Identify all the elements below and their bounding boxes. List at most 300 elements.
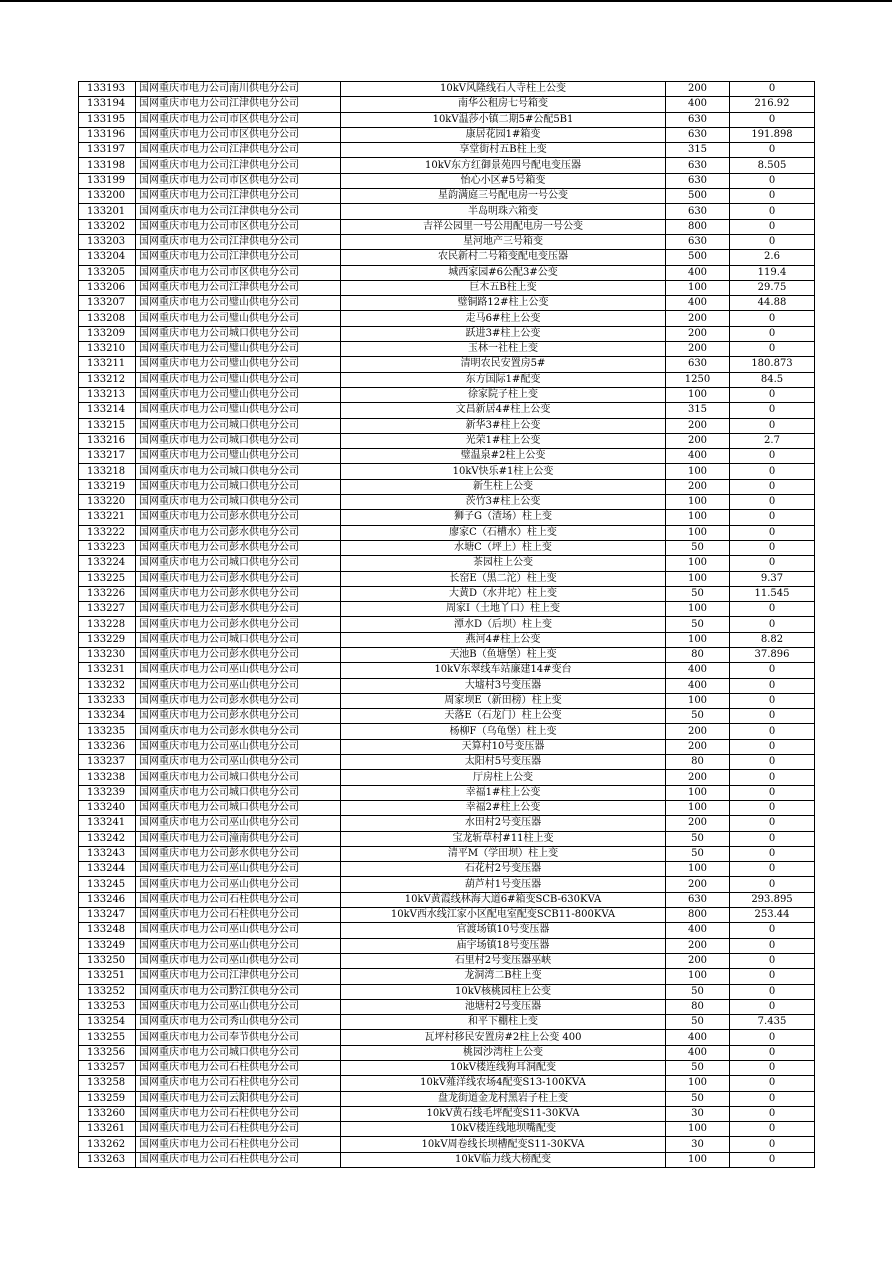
cell-capacity: 630 [666, 112, 730, 127]
cell-transformer-name: 东方国际1#配变 [341, 372, 666, 387]
cell-capacity: 200 [666, 479, 730, 494]
table-row [79, 602, 815, 617]
cell-company: 国网重庆市电力公司璧山供电分公司 [136, 357, 341, 372]
cell-transformer-name: 杨柳F（乌龟堡）柱上变 [341, 724, 666, 739]
cell-company: 国网重庆市电力公司城口供电分公司 [136, 433, 341, 448]
table-row [79, 647, 815, 662]
cell-transformer-name: 10kV东翠线车站廉建14#变台 [341, 663, 666, 678]
cell-company: 国网重庆市电力公司璧山供电分公司 [136, 372, 341, 387]
transformer-table [78, 81, 815, 1168]
table-row [79, 739, 815, 754]
cell-value: 0 [730, 540, 815, 555]
table-row [79, 540, 815, 555]
cell-company: 国网重庆市电力公司秀山供电分公司 [136, 1015, 341, 1030]
cell-id: 133235 [79, 724, 136, 739]
cell-company: 国网重庆市电力公司城口供电分公司 [136, 479, 341, 494]
cell-value: 29.75 [730, 280, 815, 295]
cell-value: 0 [730, 479, 815, 494]
cell-transformer-name: 10kV核桃园柱上公变 [341, 984, 666, 999]
cell-company: 国网重庆市电力公司彭水供电分公司 [136, 602, 341, 617]
table-row [79, 984, 815, 999]
cell-id: 133218 [79, 464, 136, 479]
cell-transformer-name: 10kV西水线江家小区配电室配变SCB11-800KVA [341, 908, 666, 923]
table-row [79, 372, 815, 387]
cell-transformer-name: 文昌新居4#柱上公变 [341, 403, 666, 418]
cell-transformer-name: 10kV快乐#1柱上公变 [341, 464, 666, 479]
cell-company: 国网重庆市电力公司巫山供电分公司 [136, 938, 341, 953]
cell-id: 133248 [79, 923, 136, 938]
cell-company: 国网重庆市电力公司璧山供电分公司 [136, 342, 341, 357]
cell-transformer-name: 农民新村二号箱变配电变压器 [341, 250, 666, 265]
cell-value: 0 [730, 342, 815, 357]
cell-transformer-name: 10kV临力线大榜配变 [341, 1152, 666, 1167]
cell-value: 0 [730, 693, 815, 708]
cell-transformer-name: 10kV黄霞线林海大道6#箱变SCB-630KVA [341, 892, 666, 907]
table-row [79, 632, 815, 647]
cell-transformer-name: 新华3#柱上公变 [341, 418, 666, 433]
table-row [79, 326, 815, 341]
table-row [79, 127, 815, 142]
table-row [79, 1015, 815, 1030]
cell-id: 133250 [79, 953, 136, 968]
table-row [79, 693, 815, 708]
cell-transformer-name: 怡心小区#5号箱变 [341, 173, 666, 188]
cell-value: 0 [730, 1091, 815, 1106]
cell-id: 133193 [79, 82, 136, 97]
cell-company: 国网重庆市电力公司彭水供电分公司 [136, 540, 341, 555]
cell-capacity: 100 [666, 280, 730, 295]
cell-transformer-name: 厅房柱上公变 [341, 770, 666, 785]
cell-id: 133238 [79, 770, 136, 785]
cell-company: 国网重庆市电力公司石柱供电分公司 [136, 1106, 341, 1121]
cell-company: 国网重庆市电力公司璧山供电分公司 [136, 296, 341, 311]
cell-value: 0 [730, 770, 815, 785]
cell-id: 133245 [79, 877, 136, 892]
cell-company: 国网重庆市电力公司彭水供电分公司 [136, 586, 341, 601]
table-row [79, 908, 815, 923]
table-row [79, 525, 815, 540]
cell-transformer-name: 10kV黄石线毛坪配变S11-30KVA [341, 1106, 666, 1121]
cell-transformer-name: 10kV风隆线石人寺柱上公变 [341, 82, 666, 97]
cell-id: 133251 [79, 969, 136, 984]
cell-id: 133223 [79, 540, 136, 555]
cell-id: 133224 [79, 556, 136, 571]
cell-value: 0 [730, 1030, 815, 1045]
cell-transformer-name: 幸福2#柱上公变 [341, 800, 666, 815]
cell-transformer-name: 璧温泉#2柱上公变 [341, 449, 666, 464]
cell-company: 国网重庆市电力公司巫山供电分公司 [136, 739, 341, 754]
cell-value: 0 [730, 831, 815, 846]
table-row [79, 571, 815, 586]
table-row [79, 387, 815, 402]
table-row [79, 1076, 815, 1091]
cell-value: 0 [730, 403, 815, 418]
cell-value: 0 [730, 204, 815, 219]
cell-id: 133262 [79, 1137, 136, 1152]
cell-capacity: 100 [666, 464, 730, 479]
table-row [79, 234, 815, 249]
cell-capacity: 630 [666, 357, 730, 372]
table-row [79, 449, 815, 464]
cell-transformer-name: 天落E（石龙门）柱上公变 [341, 709, 666, 724]
cell-value: 0 [730, 800, 815, 815]
cell-id: 133255 [79, 1030, 136, 1045]
cell-id: 133216 [79, 433, 136, 448]
cell-capacity: 630 [666, 127, 730, 142]
cell-capacity: 100 [666, 510, 730, 525]
cell-value: 0 [730, 938, 815, 953]
cell-value: 293.895 [730, 892, 815, 907]
cell-id: 133214 [79, 403, 136, 418]
cell-id: 133206 [79, 280, 136, 295]
cell-transformer-name: 长窑E（黑二沱）柱上变 [341, 571, 666, 586]
cell-capacity: 630 [666, 892, 730, 907]
cell-capacity: 100 [666, 556, 730, 571]
cell-capacity: 30 [666, 1106, 730, 1121]
cell-transformer-name: 康居花园1#箱变 [341, 127, 666, 142]
cell-transformer-name: 宝龙斩草村#11柱上变 [341, 831, 666, 846]
cell-capacity: 50 [666, 1091, 730, 1106]
table-row [79, 418, 815, 433]
cell-value: 0 [730, 418, 815, 433]
cell-capacity: 50 [666, 846, 730, 861]
cell-company: 国网重庆市电力公司江津供电分公司 [136, 250, 341, 265]
table-row [79, 877, 815, 892]
cell-capacity: 400 [666, 663, 730, 678]
cell-capacity: 50 [666, 709, 730, 724]
cell-id: 133215 [79, 418, 136, 433]
cell-capacity: 400 [666, 449, 730, 464]
cell-company: 国网重庆市电力公司江津供电分公司 [136, 234, 341, 249]
cell-transformer-name: 璧铜路12#柱上公变 [341, 296, 666, 311]
cell-company: 国网重庆市电力公司黔江供电分公司 [136, 984, 341, 999]
cell-capacity: 100 [666, 969, 730, 984]
cell-id: 133208 [79, 311, 136, 326]
table-row [79, 617, 815, 632]
table-row [79, 999, 815, 1014]
cell-transformer-name: 池塘村2号变压器 [341, 999, 666, 1014]
cell-company: 国网重庆市电力公司城口供电分公司 [136, 464, 341, 479]
cell-company: 国网重庆市电力公司巫山供电分公司 [136, 999, 341, 1014]
cell-company: 国网重庆市电力公司璧山供电分公司 [136, 403, 341, 418]
cell-id: 133229 [79, 632, 136, 647]
cell-value: 0 [730, 923, 815, 938]
cell-capacity: 200 [666, 724, 730, 739]
cell-value: 0 [730, 1076, 815, 1091]
cell-transformer-name: 燕河4#柱上公变 [341, 632, 666, 647]
cell-capacity: 400 [666, 1045, 730, 1060]
cell-transformer-name: 10kV楼连线狗耳洞配变 [341, 1061, 666, 1076]
cell-id: 133199 [79, 173, 136, 188]
cell-company: 国网重庆市电力公司石柱供电分公司 [136, 1122, 341, 1137]
cell-id: 133213 [79, 387, 136, 402]
table-row [79, 953, 815, 968]
cell-capacity: 400 [666, 923, 730, 938]
cell-company: 国网重庆市电力公司巫山供电分公司 [136, 663, 341, 678]
cell-transformer-name: 城西家园#6公配3#公变 [341, 265, 666, 280]
cell-transformer-name: 水田村2号变压器 [341, 816, 666, 831]
cell-value: 0 [730, 1106, 815, 1121]
cell-transformer-name: 幸福1#柱上公变 [341, 785, 666, 800]
cell-id: 133228 [79, 617, 136, 632]
cell-id: 133234 [79, 709, 136, 724]
cell-value: 0 [730, 112, 815, 127]
cell-id: 133220 [79, 495, 136, 510]
cell-company: 国网重庆市电力公司江津供电分公司 [136, 969, 341, 984]
cell-id: 133201 [79, 204, 136, 219]
cell-id: 133203 [79, 234, 136, 249]
table-row [79, 403, 815, 418]
cell-company: 国网重庆市电力公司市区供电分公司 [136, 219, 341, 234]
cell-capacity: 315 [666, 403, 730, 418]
table-row [79, 479, 815, 494]
cell-id: 133258 [79, 1076, 136, 1091]
table-row [79, 724, 815, 739]
table-row [79, 265, 815, 280]
cell-transformer-name: 10kV楼连线地坝嘴配变 [341, 1122, 666, 1137]
cell-company: 国网重庆市电力公司石柱供电分公司 [136, 908, 341, 923]
cell-id: 133239 [79, 785, 136, 800]
table-row [79, 342, 815, 357]
cell-capacity: 1250 [666, 372, 730, 387]
cell-transformer-name: 10kV周卷线长坝槽配变S11-30KVA [341, 1137, 666, 1152]
cell-value: 0 [730, 1061, 815, 1076]
cell-transformer-name: 廖家C（石槽水）柱上变 [341, 525, 666, 540]
cell-value: 0 [730, 709, 815, 724]
cell-transformer-name: 吉祥公园里一号公用配电房一号公变 [341, 219, 666, 234]
cell-value: 0 [730, 739, 815, 754]
cell-transformer-name: 光荣1#柱上公变 [341, 433, 666, 448]
cell-capacity: 200 [666, 938, 730, 953]
cell-id: 133236 [79, 739, 136, 754]
cell-capacity: 200 [666, 770, 730, 785]
cell-company: 国网重庆市电力公司城口供电分公司 [136, 800, 341, 815]
cell-capacity: 200 [666, 418, 730, 433]
cell-capacity: 50 [666, 540, 730, 555]
cell-value: 8.505 [730, 158, 815, 173]
cell-transformer-name: 茨竹3#柱上公变 [341, 495, 666, 510]
cell-capacity: 200 [666, 311, 730, 326]
cell-capacity: 800 [666, 908, 730, 923]
cell-value: 0 [730, 510, 815, 525]
cell-id: 133241 [79, 816, 136, 831]
table-row [79, 97, 815, 112]
cell-value: 0 [730, 525, 815, 540]
cell-company: 国网重庆市电力公司彭水供电分公司 [136, 571, 341, 586]
cell-value: 119.4 [730, 265, 815, 280]
cell-transformer-name: 享堂街村五B柱上变 [341, 143, 666, 158]
cell-transformer-name: 官渡场镇10号变压器 [341, 923, 666, 938]
cell-id: 133222 [79, 525, 136, 540]
cell-value: 0 [730, 234, 815, 249]
cell-transformer-name: 徐家院子柱上变 [341, 387, 666, 402]
cell-id: 133197 [79, 143, 136, 158]
table-row [79, 189, 815, 204]
cell-id: 133252 [79, 984, 136, 999]
cell-capacity: 200 [666, 953, 730, 968]
cell-company: 国网重庆市电力公司江津供电分公司 [136, 143, 341, 158]
cell-capacity: 500 [666, 250, 730, 265]
cell-transformer-name: 天池B（鱼塘堡）柱上变 [341, 647, 666, 662]
cell-id: 133254 [79, 1015, 136, 1030]
cell-id: 133226 [79, 586, 136, 601]
cell-value: 0 [730, 862, 815, 877]
cell-company: 国网重庆市电力公司彭水供电分公司 [136, 846, 341, 861]
cell-id: 133219 [79, 479, 136, 494]
cell-transformer-name: 星韵满庭三号配电房一号公变 [341, 189, 666, 204]
cell-transformer-name: 水塘C（坪上）柱上变 [341, 540, 666, 555]
cell-id: 133249 [79, 938, 136, 953]
cell-company: 国网重庆市电力公司市区供电分公司 [136, 127, 341, 142]
cell-value: 0 [730, 1137, 815, 1152]
cell-value: 0 [730, 663, 815, 678]
cell-company: 国网重庆市电力公司城口供电分公司 [136, 418, 341, 433]
cell-value: 0 [730, 724, 815, 739]
cell-transformer-name: 10kV东方红御景苑四号配电变压器 [341, 158, 666, 173]
cell-id: 133205 [79, 265, 136, 280]
cell-capacity: 200 [666, 82, 730, 97]
cell-id: 133198 [79, 158, 136, 173]
cell-capacity: 100 [666, 632, 730, 647]
cell-id: 133257 [79, 1061, 136, 1076]
cell-company: 国网重庆市电力公司石柱供电分公司 [136, 892, 341, 907]
cell-company: 国网重庆市电力公司奉节供电分公司 [136, 1030, 341, 1045]
cell-capacity: 30 [666, 1137, 730, 1152]
cell-value: 0 [730, 189, 815, 204]
table-row [79, 112, 815, 127]
cell-capacity: 100 [666, 785, 730, 800]
cell-id: 133195 [79, 112, 136, 127]
cell-value: 0 [730, 969, 815, 984]
cell-value: 0 [730, 785, 815, 800]
cell-company: 国网重庆市电力公司城口供电分公司 [136, 785, 341, 800]
cell-transformer-name: 大黄D（水井坨）柱上变 [341, 586, 666, 601]
table-row [79, 785, 815, 800]
table-row [79, 892, 815, 907]
cell-id: 133240 [79, 800, 136, 815]
cell-company: 国网重庆市电力公司彭水供电分公司 [136, 724, 341, 739]
table-row [79, 831, 815, 846]
cell-id: 133202 [79, 219, 136, 234]
table-row [79, 204, 815, 219]
table-row [79, 82, 815, 97]
cell-capacity: 50 [666, 586, 730, 601]
cell-capacity: 100 [666, 387, 730, 402]
cell-id: 133253 [79, 999, 136, 1014]
cell-capacity: 80 [666, 647, 730, 662]
table-row [79, 770, 815, 785]
cell-capacity: 80 [666, 999, 730, 1014]
cell-capacity: 100 [666, 571, 730, 586]
cell-value: 84.5 [730, 372, 815, 387]
cell-capacity: 50 [666, 984, 730, 999]
table-row [79, 678, 815, 693]
table-row [79, 663, 815, 678]
cell-id: 133227 [79, 602, 136, 617]
cell-value: 0 [730, 173, 815, 188]
cell-transformer-name: 葫芦村1号变压器 [341, 877, 666, 892]
cell-capacity: 400 [666, 1030, 730, 1045]
table-row [79, 143, 815, 158]
cell-capacity: 800 [666, 219, 730, 234]
cell-company: 国网重庆市电力公司市区供电分公司 [136, 173, 341, 188]
cell-capacity: 400 [666, 97, 730, 112]
cell-transformer-name: 10kV薤洋线农场4配变S13-100KVA [341, 1076, 666, 1091]
cell-company: 国网重庆市电力公司彭水供电分公司 [136, 693, 341, 708]
table-row [79, 800, 815, 815]
cell-transformer-name: 和平下棚柱上变 [341, 1015, 666, 1030]
cell-transformer-name: 清明农民安置房5# [341, 357, 666, 372]
cell-company: 国网重庆市电力公司石柱供电分公司 [136, 1137, 341, 1152]
cell-id: 133256 [79, 1045, 136, 1060]
cell-capacity: 400 [666, 678, 730, 693]
table-row [79, 816, 815, 831]
cell-value: 0 [730, 311, 815, 326]
cell-capacity: 50 [666, 831, 730, 846]
cell-transformer-name: 石里村2号变压器巫峡 [341, 953, 666, 968]
cell-id: 133225 [79, 571, 136, 586]
cell-transformer-name: 新生柱上公变 [341, 479, 666, 494]
cell-capacity: 400 [666, 296, 730, 311]
cell-company: 国网重庆市电力公司潼南供电分公司 [136, 831, 341, 846]
cell-value: 191.898 [730, 127, 815, 142]
cell-value: 0 [730, 387, 815, 402]
cell-value: 37.896 [730, 647, 815, 662]
cell-id: 133196 [79, 127, 136, 142]
cell-company: 国网重庆市电力公司巫山供电分公司 [136, 953, 341, 968]
cell-transformer-name: 南华公租房七号箱变 [341, 97, 666, 112]
cell-transformer-name: 盘龙街道金龙村黑岩子柱上变 [341, 1091, 666, 1106]
cell-transformer-name: 狮子G（渣场）柱上变 [341, 510, 666, 525]
cell-capacity: 315 [666, 143, 730, 158]
cell-value: 0 [730, 495, 815, 510]
cell-transformer-name: 星河地产三号箱变 [341, 234, 666, 249]
cell-capacity: 200 [666, 816, 730, 831]
cell-company: 国网重庆市电力公司彭水供电分公司 [136, 525, 341, 540]
cell-capacity: 200 [666, 433, 730, 448]
cell-value: 180.873 [730, 357, 815, 372]
cell-id: 133237 [79, 755, 136, 770]
table-row [79, 173, 815, 188]
cell-id: 133263 [79, 1152, 136, 1167]
table-row [79, 311, 815, 326]
cell-value: 0 [730, 953, 815, 968]
cell-company: 国网重庆市电力公司璧山供电分公司 [136, 311, 341, 326]
table-row [79, 1030, 815, 1045]
cell-id: 133221 [79, 510, 136, 525]
table-row [79, 556, 815, 571]
cell-company: 国网重庆市电力公司石柱供电分公司 [136, 1152, 341, 1167]
cell-capacity: 100 [666, 800, 730, 815]
table-row [79, 433, 815, 448]
cell-company: 国网重庆市电力公司江津供电分公司 [136, 97, 341, 112]
cell-company: 国网重庆市电力公司石柱供电分公司 [136, 1061, 341, 1076]
cell-capacity: 100 [666, 693, 730, 708]
table-row [79, 219, 815, 234]
cell-transformer-name: 清平M（学田坝）柱上变 [341, 846, 666, 861]
table-row [79, 1045, 815, 1060]
cell-id: 133232 [79, 678, 136, 693]
cell-id: 133261 [79, 1122, 136, 1137]
cell-id: 133212 [79, 372, 136, 387]
cell-company: 国网重庆市电力公司巫山供电分公司 [136, 755, 341, 770]
cell-transformer-name: 大墟村3号变压器 [341, 678, 666, 693]
cell-value: 0 [730, 602, 815, 617]
cell-capacity: 200 [666, 877, 730, 892]
cell-value: 0 [730, 464, 815, 479]
cell-transformer-name: 玉林一社柱上变 [341, 342, 666, 357]
cell-value: 0 [730, 816, 815, 831]
